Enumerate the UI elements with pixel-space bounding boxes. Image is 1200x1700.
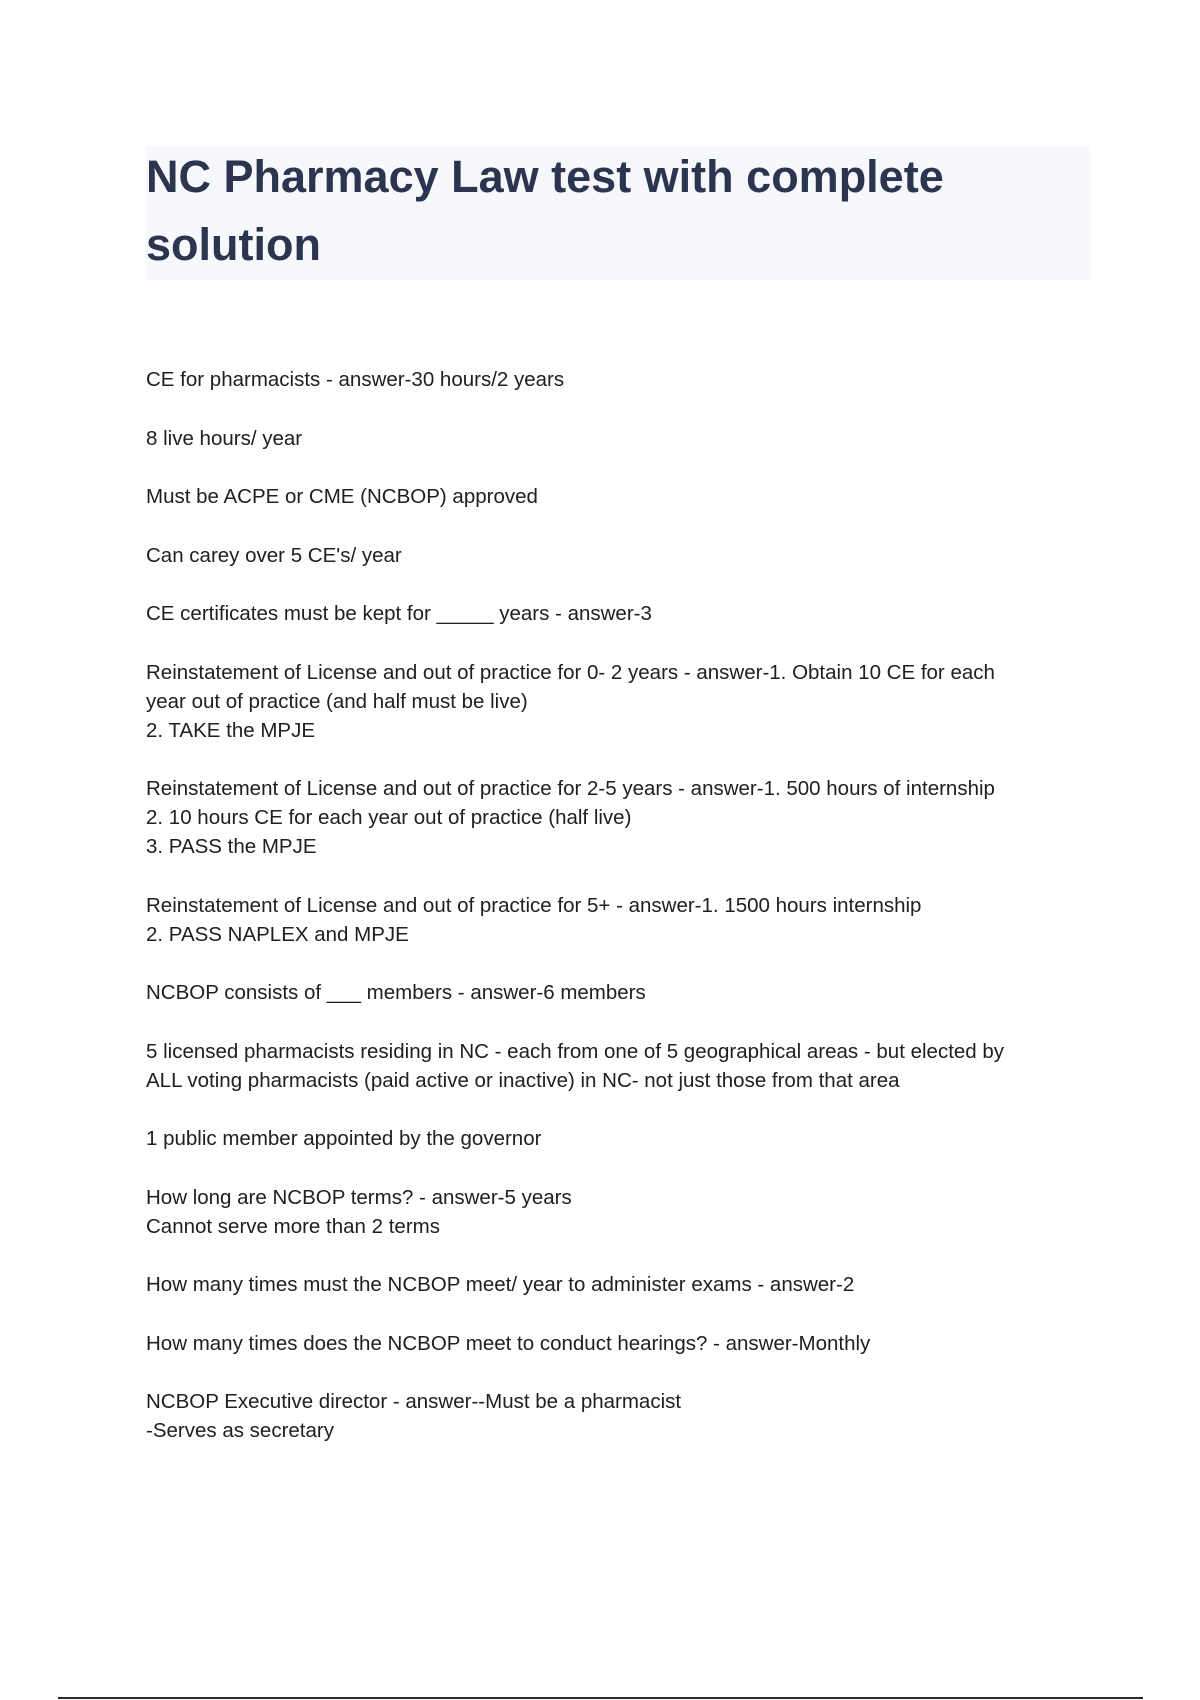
- paragraph-line: 2. PASS NAPLEX and MPJE: [146, 922, 409, 946]
- paragraph-line: Cannot serve more than 2 terms: [146, 1214, 440, 1238]
- qa-paragraph: [146, 541, 1086, 570]
- qa-paragraph: [146, 424, 1086, 453]
- paragraph-line: 1 public member appointed by the governor: [146, 1127, 542, 1150]
- document-body: [146, 365, 1086, 1475]
- paragraph-line: 5 licensed pharmacists residing in NC - each from one of 5 geographical areas - but elected by: [146, 1039, 1005, 1063]
- qa-paragraph: [146, 1183, 1086, 1241]
- qa-paragraph: [146, 978, 1086, 1007]
- title-line-2: solution: [146, 219, 321, 270]
- paragraph-line: 3. PASS the MPJE: [146, 835, 317, 858]
- qa-paragraph: [146, 891, 1086, 949]
- paragraph-line: ALL voting pharmacists (paid active or inactive) in NC- not just those from that area: [146, 1068, 900, 1092]
- qa-paragraph: [146, 482, 1086, 511]
- paragraph-line: How many times must the NCBOP meet/ year to administer exams - answer-2: [146, 1273, 855, 1296]
- qa-paragraph: [146, 774, 1086, 861]
- qa-paragraph: [146, 658, 1086, 745]
- paragraph-line: 2. TAKE the MPJE: [146, 718, 316, 742]
- page-title: [146, 143, 1046, 279]
- qa-paragraph: [146, 1329, 1086, 1358]
- qa-paragraph: [146, 1124, 1086, 1153]
- title-line-1: NC Pharmacy Law test with complete: [146, 151, 944, 202]
- qa-paragraph: [146, 1037, 1086, 1095]
- paragraph-line: CE certificates must be kept for _____ years - answer-3: [146, 602, 652, 625]
- paragraph-line: NCBOP Executive director - answer--Must be a pharmacist: [146, 1390, 682, 1413]
- paragraph-line: Reinstatement of License and out of practice for 0- 2 years - answer-1. Obtain 10 CE for each: [146, 660, 995, 684]
- qa-paragraph: [146, 599, 1086, 628]
- paragraph-line: Reinstatement of License and out of practice for 5+ - answer-1. 1500 hours internship: [146, 893, 922, 917]
- paragraph-line: NCBOP consists of ___ members - answer-6 members: [146, 981, 646, 1004]
- paragraph-line: 8 live hours/ year: [146, 426, 303, 450]
- qa-paragraph: [146, 1387, 1086, 1445]
- paragraph-line: year out of practice (and half must be live): [146, 689, 528, 713]
- paragraph-line: Can carey over 5 CE's/ year: [146, 543, 402, 567]
- paragraph-line: CE for pharmacists - answer-30 hours/2 years: [146, 368, 565, 391]
- page-bottom-rule: [58, 1697, 1143, 1699]
- qa-paragraph: [146, 365, 1086, 394]
- paragraph-line: How many times does the NCBOP meet to conduct hearings? - answer-Monthly: [146, 1331, 871, 1355]
- paragraph-line: 2. 10 hours CE for each year out of practice (half live): [146, 806, 632, 829]
- paragraph-line: -Serves as secretary: [146, 1419, 334, 1442]
- qa-paragraph: [146, 1270, 1086, 1299]
- paragraph-line: Must be ACPE or CME (NCBOP) approved: [146, 485, 538, 508]
- paragraph-line: How long are NCBOP terms? - answer-5 years: [146, 1185, 572, 1209]
- paragraph-line: Reinstatement of License and out of practice for 2-5 years - answer-1. 500 hours of internship: [146, 777, 995, 800]
